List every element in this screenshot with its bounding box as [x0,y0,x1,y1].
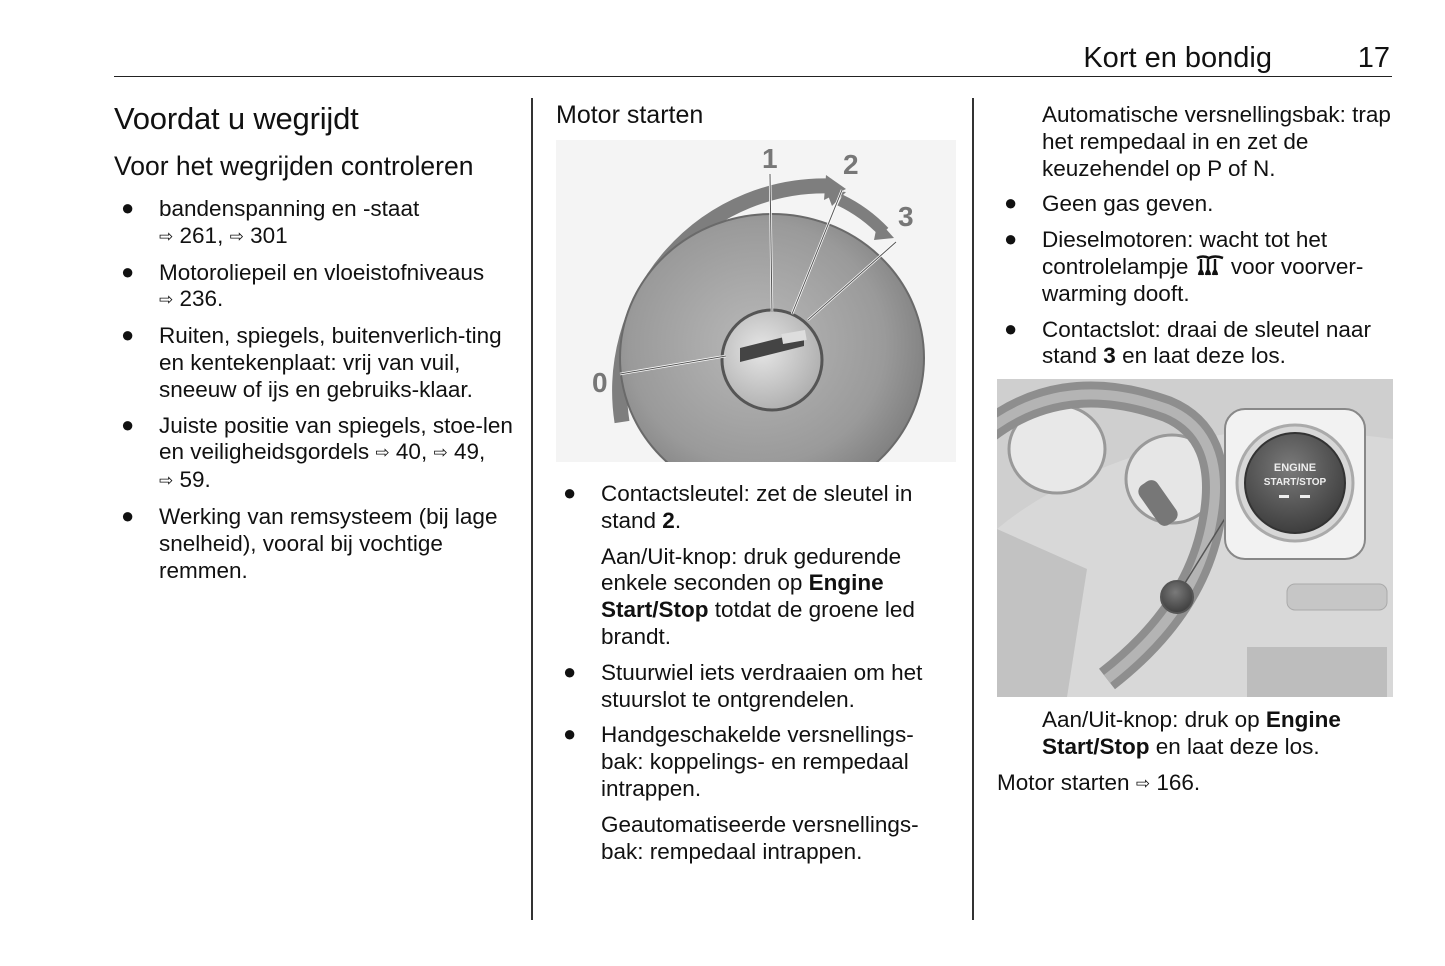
xref-link[interactable]: ⇨ 40, [375,439,427,467]
xref-arrow-icon: ⇨ [159,471,174,491]
heading-start-engine: Motor starten [556,101,704,129]
xref-link[interactable]: ⇨ 301 [230,223,288,251]
button-label-start-stop: START/STOP [1263,477,1327,489]
center-console [1247,647,1387,697]
list-item: ● Geen gas geven. [1004,190,1214,217]
list-item: ● Contactslot: draai de sleutel naar stand 3 en laat deze los. [1004,315,1371,369]
list-item: ● Werking van remsysteem (bij lage snelheid), vooral bij vochtige remmen. [121,502,498,583]
xref-link[interactable]: ⇨ 166. [1136,770,1200,798]
bullet: ● [121,195,135,220]
button-label-engine: ENGINE [1273,462,1317,475]
list-item: ● Juiste positie van spiegels, stoe-len en veiligheidsgordels ⇨ 40, ⇨ 49, ⇨ 59. [114,413,514,495]
subheading-checks: Voor het wegrijden controleren [114,151,474,181]
start-stop-button-figure [997,379,1393,697]
bullet: ● [1004,226,1018,252]
start-steps-list-continued [997,191,1397,370]
key-cylinder [722,310,822,410]
bullet: ● [563,721,577,747]
position-label-2: 2 [843,149,859,180]
sub-paragraph: Geautomatiseerde versnellings-bak: rempedaal intrappen. [601,811,919,864]
bullet: ● [121,411,135,437]
bullet: ● [121,258,135,284]
ignition-switch-figure [556,140,956,462]
xref-arrow-icon: ⇨ [159,226,174,246]
xref-link[interactable]: ⇨ 59. [159,467,211,495]
list-item: ● Stuurwiel iets verdraaien om het stuurslot te ontgrendelen. [563,658,923,712]
column-1 [114,100,514,593]
section-title: Kort en bondig [1083,42,1272,74]
xref-arrow-icon: ⇨ [229,226,244,246]
led-right [1300,495,1310,498]
list-item: ● Dieselmotoren: wacht tot het controlelampje voor voorver-warming dooft. [1004,226,1364,306]
sub-paragraph: Aan/Uit-knop: druk gedurende enkele seconden op Engine Start/Stop totdat de groene led brandt. [601,543,915,649]
bullet: ● [1004,190,1018,216]
start-steps-list [556,481,956,535]
checklist [114,196,514,584]
position-label-0: 0 [592,367,608,398]
list-item: ● Ruiten, spiegels, buitenverlich-ting en kentekenplaat: vrij van vuil, sneeuw of ijs en gebruiks-klaar. [121,322,502,402]
list-item: ● Handgeschakelde versnellings-bak: koppelings- en rempedaal intrappen. [563,721,914,801]
list-item: ● Contactsleutel: zet de sleutel in stand 2. [563,480,913,533]
bullet: ● [121,502,135,528]
xref-link[interactable]: ⇨ 49, [433,439,485,467]
position-label-3: 3 [898,201,914,232]
led-left [1279,495,1289,498]
final-reference: Motor starten ⇨ 166. [997,770,1397,798]
position-label-1: 1 [762,143,778,174]
xref-arrow-icon: ⇨ [375,443,390,463]
column-2 [556,100,956,874]
bullet: ● [121,322,135,348]
heading-before-driving: Voordat u wegrijdt [114,101,359,136]
page-header [114,40,1392,77]
xref-arrow-icon: ⇨ [1135,773,1151,793]
glow-plug-icon [1195,255,1225,277]
bullet: ● [563,658,577,684]
start-stop-button-small [1161,581,1193,613]
list-item: ● bandenspanning en -staat ⇨ 261, ⇨ 301 [114,196,514,251]
column-divider-1 [531,98,533,920]
bullet: ● [563,480,577,505]
xref-arrow-icon: ⇨ [159,290,174,310]
list-item: ● Motoroliepeil en vloeistofniveaus ⇨ 236. [114,260,514,315]
air-vent [1287,584,1387,610]
intro-paragraph: Automatische versnellingsbak: trap het rempedaal in en zet de keuzehendel op P of N. [1042,102,1391,181]
xref-arrow-icon: ⇨ [433,443,448,463]
page-number: 17 [1357,42,1390,74]
xref-link[interactable]: ⇨ 236. [159,286,223,314]
column-3 [997,100,1397,798]
bullet: ● [1004,315,1018,341]
button-instruction: Aan/Uit-knop: druk op Engine Start/Stop en laat deze los. [1042,707,1341,759]
column-divider-2 [972,98,974,920]
xref-link[interactable]: ⇨ 261 [159,223,217,251]
